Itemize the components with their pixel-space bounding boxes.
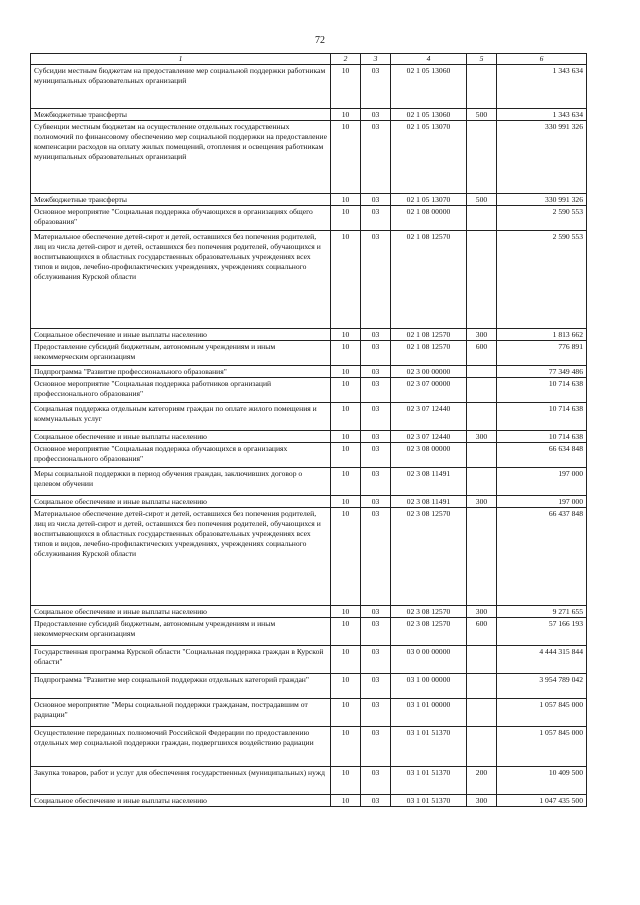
row-name-cell: Закупка товаров, работ и услуг для обеспечения государственных (муниципальных) нужд <box>31 767 331 795</box>
row-name-cell: Субсидии местным бюджетам на предоставление мер социальной поддержки работникам муниципальных образовательных организаций <box>31 65 331 109</box>
row-target-article-cell: 02 1 05 13060 <box>391 109 467 121</box>
row-expense-type-cell <box>467 366 497 378</box>
row-subsection-cell: 03 <box>361 727 391 767</box>
row-section-cell: 10 <box>331 795 361 807</box>
table-row <box>31 767 587 795</box>
row-name-cell: Осуществление переданных полномочий Российской Федерации по предоставлению отдельных мер социальной поддержки граждан, подвергшихся воздействию радиации <box>31 727 331 767</box>
row-section-cell: 10 <box>331 431 361 443</box>
row-amount-cell: 10 714 638 <box>497 403 587 431</box>
row-subsection-cell: 03 <box>361 109 391 121</box>
col-header-subsection: 3 <box>361 54 391 65</box>
row-subsection-cell: 03 <box>361 468 391 496</box>
row-section-cell: 10 <box>331 206 361 231</box>
row-section-cell: 10 <box>331 468 361 496</box>
row-target-article-cell: 02 1 05 13070 <box>391 121 467 194</box>
row-amount-cell: 9 271 655 <box>497 606 587 618</box>
row-expense-type-cell: 200 <box>467 767 497 795</box>
row-expense-type-cell <box>467 508 497 606</box>
row-target-article-cell: 02 3 07 12440 <box>391 403 467 431</box>
row-expense-type-cell <box>467 206 497 231</box>
row-section-cell: 10 <box>331 508 361 606</box>
row-subsection-cell: 03 <box>361 403 391 431</box>
row-target-article-cell: 03 1 01 00000 <box>391 699 467 727</box>
row-target-article-cell: 02 1 08 00000 <box>391 206 467 231</box>
row-amount-cell: 2 590 553 <box>497 206 587 231</box>
row-name-cell: Межбюджетные трансферты <box>31 194 331 206</box>
col-header-section: 2 <box>331 54 361 65</box>
row-name-cell: Межбюджетные трансферты <box>31 109 331 121</box>
row-target-article-cell: 02 3 08 12570 <box>391 508 467 606</box>
row-subsection-cell: 03 <box>361 508 391 606</box>
row-target-article-cell: 03 1 01 51370 <box>391 727 467 767</box>
row-expense-type-cell: 600 <box>467 341 497 366</box>
table-row <box>31 496 587 508</box>
row-subsection-cell: 03 <box>361 767 391 795</box>
row-subsection-cell: 03 <box>361 121 391 194</box>
row-target-article-cell: 02 3 08 12570 <box>391 618 467 646</box>
row-subsection-cell: 03 <box>361 431 391 443</box>
table-row <box>31 378 587 403</box>
row-section-cell: 10 <box>331 231 361 329</box>
table-row <box>31 727 587 767</box>
row-amount-cell: 57 166 193 <box>497 618 587 646</box>
row-amount-cell: 66 634 848 <box>497 443 587 468</box>
row-amount-cell: 197 000 <box>497 496 587 508</box>
table-row <box>31 508 587 606</box>
row-name-cell: Социальное обеспечение и иные выплаты населению <box>31 606 331 618</box>
row-section-cell: 10 <box>331 646 361 674</box>
row-target-article-cell: 02 1 08 12570 <box>391 329 467 341</box>
row-amount-cell: 1 047 435 500 <box>497 795 587 807</box>
row-expense-type-cell: 600 <box>467 618 497 646</box>
row-subsection-cell: 03 <box>361 329 391 341</box>
row-amount-cell: 4 444 315 844 <box>497 646 587 674</box>
budget-table <box>30 53 587 807</box>
row-expense-type-cell <box>467 468 497 496</box>
table-row <box>31 121 587 194</box>
row-section-cell: 10 <box>331 341 361 366</box>
row-expense-type-cell <box>467 65 497 109</box>
table-row <box>31 231 587 329</box>
row-subsection-cell: 03 <box>361 699 391 727</box>
table-row <box>31 468 587 496</box>
row-section-cell: 10 <box>331 699 361 727</box>
row-expense-type-cell <box>467 443 497 468</box>
table-row <box>31 674 587 699</box>
row-target-article-cell: 02 3 08 11491 <box>391 496 467 508</box>
row-section-cell: 10 <box>331 194 361 206</box>
header-row <box>31 54 587 65</box>
row-expense-type-cell <box>467 231 497 329</box>
row-section-cell: 10 <box>331 121 361 194</box>
row-target-article-cell: 03 1 01 51370 <box>391 767 467 795</box>
row-section-cell: 10 <box>331 65 361 109</box>
table-row <box>31 795 587 807</box>
row-amount-cell: 10 714 638 <box>497 431 587 443</box>
row-name-cell: Основное мероприятие "Социальная поддержка обучающихся в организациях общего образования" <box>31 206 331 231</box>
row-name-cell: Социальное обеспечение и иные выплаты населению <box>31 795 331 807</box>
row-amount-cell: 1 343 634 <box>497 109 587 121</box>
row-name-cell: Основное мероприятие "Социальная поддержка работников организаций профессионального образования" <box>31 378 331 403</box>
row-amount-cell: 1 813 662 <box>497 329 587 341</box>
row-section-cell: 10 <box>331 443 361 468</box>
row-expense-type-cell <box>467 403 497 431</box>
row-expense-type-cell: 500 <box>467 194 497 206</box>
row-section-cell: 10 <box>331 727 361 767</box>
row-target-article-cell: 02 1 08 12570 <box>391 341 467 366</box>
col-header-target-article: 4 <box>391 54 467 65</box>
row-target-article-cell: 02 1 05 13060 <box>391 65 467 109</box>
row-name-cell: Основное мероприятие "Социальная поддержка обучающихся в организациях профессионального образования" <box>31 443 331 468</box>
row-target-article-cell: 02 1 08 12570 <box>391 231 467 329</box>
row-expense-type-cell: 300 <box>467 795 497 807</box>
row-subsection-cell: 03 <box>361 231 391 329</box>
row-name-cell: Подпрограмма "Развитие профессионального образования" <box>31 366 331 378</box>
table-row <box>31 109 587 121</box>
row-target-article-cell: 02 3 08 11491 <box>391 468 467 496</box>
row-subsection-cell: 03 <box>361 443 391 468</box>
col-header-name: 1 <box>31 54 331 65</box>
row-expense-type-cell <box>467 674 497 699</box>
row-section-cell: 10 <box>331 618 361 646</box>
row-target-article-cell: 03 1 01 51370 <box>391 795 467 807</box>
row-target-article-cell: 02 3 07 00000 <box>391 378 467 403</box>
row-expense-type-cell: 300 <box>467 329 497 341</box>
row-expense-type-cell: 300 <box>467 496 497 508</box>
row-expense-type-cell <box>467 378 497 403</box>
row-amount-cell: 197 000 <box>497 468 587 496</box>
row-expense-type-cell <box>467 699 497 727</box>
row-subsection-cell: 03 <box>361 674 391 699</box>
row-subsection-cell: 03 <box>361 378 391 403</box>
table-row <box>31 194 587 206</box>
table-row <box>31 646 587 674</box>
row-section-cell: 10 <box>331 366 361 378</box>
row-section-cell: 10 <box>331 403 361 431</box>
col-header-expense-type: 5 <box>467 54 497 65</box>
row-amount-cell: 10 714 638 <box>497 378 587 403</box>
row-name-cell: Социальная поддержка отдельным категориям граждан по оплате жилого помещения и коммунальных услуг <box>31 403 331 431</box>
row-name-cell: Социальное обеспечение и иные выплаты населению <box>31 431 331 443</box>
row-section-cell: 10 <box>331 109 361 121</box>
row-expense-type-cell <box>467 121 497 194</box>
table-row <box>31 341 587 366</box>
table-row <box>31 366 587 378</box>
row-subsection-cell: 03 <box>361 618 391 646</box>
row-expense-type-cell: 300 <box>467 606 497 618</box>
row-subsection-cell: 03 <box>361 366 391 378</box>
row-name-cell: Предоставление субсидий бюджетным, автономным учреждениям и иным некоммерческим организациям <box>31 618 331 646</box>
table-row <box>31 618 587 646</box>
row-subsection-cell: 03 <box>361 496 391 508</box>
col-header-amount: 6 <box>497 54 587 65</box>
row-subsection-cell: 03 <box>361 646 391 674</box>
row-target-article-cell: 03 1 00 00000 <box>391 674 467 699</box>
row-subsection-cell: 03 <box>361 341 391 366</box>
row-target-article-cell: 02 3 00 00000 <box>391 366 467 378</box>
row-section-cell: 10 <box>331 378 361 403</box>
row-name-cell: Меры социальной поддержки в период обучения граждан, заключивших договор о целевом обучении <box>31 468 331 496</box>
table-row <box>31 65 587 109</box>
row-expense-type-cell <box>467 727 497 767</box>
row-amount-cell: 330 991 326 <box>497 121 587 194</box>
row-name-cell: Социальное обеспечение и иные выплаты населению <box>31 329 331 341</box>
row-subsection-cell: 03 <box>361 65 391 109</box>
row-target-article-cell: 02 1 05 13070 <box>391 194 467 206</box>
row-amount-cell: 330 991 326 <box>497 194 587 206</box>
row-subsection-cell: 03 <box>361 194 391 206</box>
row-amount-cell: 1 343 634 <box>497 65 587 109</box>
table-row <box>31 403 587 431</box>
row-amount-cell: 2 590 553 <box>497 231 587 329</box>
row-name-cell: Основное мероприятие "Меры социальной поддержки гражданам, пострадавшим от радиации" <box>31 699 331 727</box>
row-section-cell: 10 <box>331 674 361 699</box>
row-amount-cell: 1 057 845 000 <box>497 727 587 767</box>
table-row <box>31 431 587 443</box>
row-target-article-cell: 03 0 00 00000 <box>391 646 467 674</box>
row-target-article-cell: 02 3 07 12440 <box>391 431 467 443</box>
table-row <box>31 699 587 727</box>
row-name-cell: Субвенции местным бюджетам на осуществление отдельных государственных полномочий по финансовому обеспечению мер социальной поддержки на предоставление компенсации расходов на оплату жилых помещений, отопления и освещения работникам муниципальных образовательных организаций <box>31 121 331 194</box>
row-name-cell: Социальное обеспечение и иные выплаты населению <box>31 496 331 508</box>
row-subsection-cell: 03 <box>361 206 391 231</box>
row-subsection-cell: 03 <box>361 795 391 807</box>
row-name-cell: Государственная программа Курской области "Социальная поддержка граждан в Курской области" <box>31 646 331 674</box>
row-section-cell: 10 <box>331 606 361 618</box>
row-section-cell: 10 <box>331 329 361 341</box>
row-section-cell: 10 <box>331 496 361 508</box>
row-amount-cell: 1 057 845 000 <box>497 699 587 727</box>
table-row <box>31 606 587 618</box>
row-name-cell: Материальное обеспечение детей-сирот и детей, оставшихся без попечения родителей, лиц из числа детей-сирот и детей, оставшихся без попечения родителей, обучающихся и воспитывающихся в областных государственных образовательных учреждениях всех типов и видов, лечебно-профилактических учреждениях, учреждениях социального обслуживания Курской области <box>31 508 331 606</box>
row-amount-cell: 66 437 848 <box>497 508 587 606</box>
row-name-cell: Предоставление субсидий бюджетным, автономным учреждениям и иным некоммерческим организациям <box>31 341 331 366</box>
row-amount-cell: 3 954 789 042 <box>497 674 587 699</box>
row-amount-cell: 77 349 486 <box>497 366 587 378</box>
row-name-cell: Подпрограмма "Развитие мер социальной поддержки отдельных категорий граждан" <box>31 674 331 699</box>
page-number: 72 <box>315 35 325 46</box>
table-row <box>31 206 587 231</box>
row-subsection-cell: 03 <box>361 606 391 618</box>
row-expense-type-cell <box>467 646 497 674</box>
row-target-article-cell: 02 3 08 12570 <box>391 606 467 618</box>
row-expense-type-cell: 300 <box>467 431 497 443</box>
row-amount-cell: 776 891 <box>497 341 587 366</box>
row-amount-cell: 10 409 500 <box>497 767 587 795</box>
table-row <box>31 329 587 341</box>
table-row <box>31 443 587 468</box>
row-target-article-cell: 02 3 08 00000 <box>391 443 467 468</box>
row-expense-type-cell: 500 <box>467 109 497 121</box>
row-name-cell: Материальное обеспечение детей-сирот и детей, оставшихся без попечения родителей, лиц из числа детей-сирот и детей, оставшихся без попечения родителей, обучающихся и воспитывающихся в областных государственных образовательных учреждениях всех типов и видов, лечебно-профилактических учреждениях, учреждениях социального обслуживания Курской области <box>31 231 331 329</box>
row-section-cell: 10 <box>331 767 361 795</box>
